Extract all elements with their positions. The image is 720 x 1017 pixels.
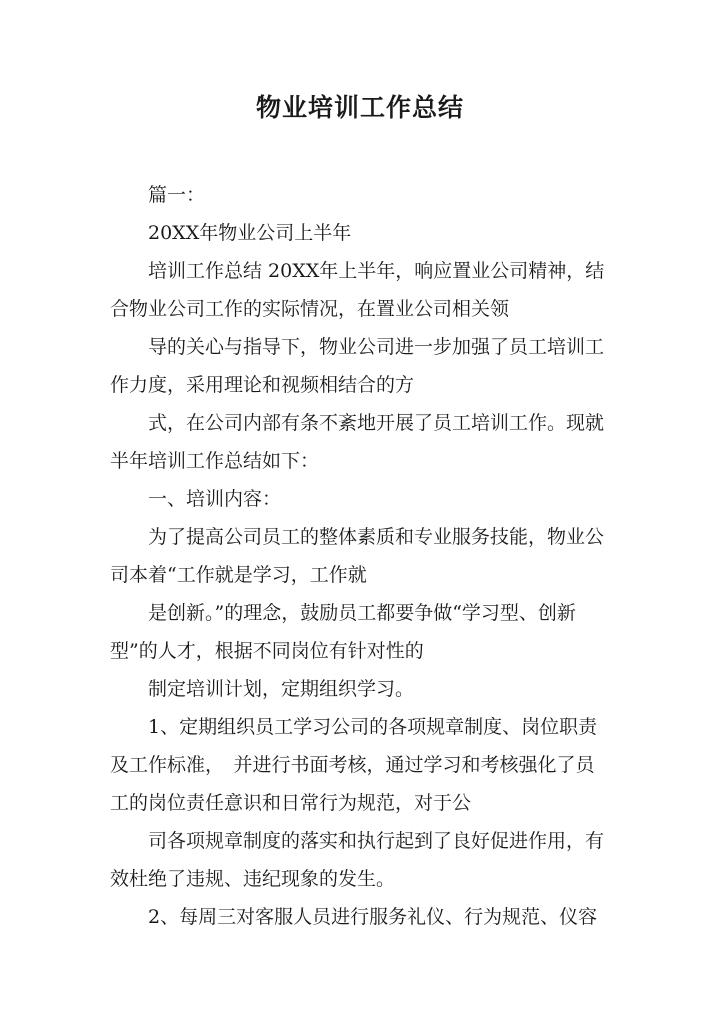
paragraph — [110, 328, 612, 404]
paragraph-line: 一、培训内容： — [148, 488, 282, 510]
paragraph — [110, 404, 612, 480]
paragraph — [110, 670, 612, 708]
document-body — [110, 176, 612, 936]
paragraph-line: 是创新。”的理念，鼓励员工都要争做“学习型、创新 — [148, 602, 576, 624]
paragraph-line: 作力度，采用理论和视频相结合的方 — [110, 374, 415, 396]
paragraph-line: 司各项规章制度的落实和执行起到了良好促进作用，有 — [148, 830, 605, 852]
paragraph — [110, 480, 612, 518]
paragraph — [110, 822, 612, 898]
paragraph-line: 2、每周三对客服人员进行服务礼仪、行为规范、仪容 — [148, 906, 598, 928]
paragraph — [110, 176, 612, 214]
paragraph — [110, 214, 612, 252]
paragraph-line: 效杜绝了违规、违纪现象的发生。 — [110, 868, 396, 890]
paragraph — [110, 898, 612, 936]
paragraph-line: 半年培训工作总结如下： — [110, 450, 320, 472]
paragraph — [110, 708, 612, 822]
paragraph — [110, 252, 612, 328]
paragraph-line: 导的关心与指导下，物业公司进一步加强了员工培训工 — [148, 336, 605, 358]
paragraph-line: 制定培训计划，定期组织学习。 — [148, 678, 415, 700]
paragraph — [110, 518, 612, 594]
paragraph-line: 篇一： — [148, 184, 206, 206]
paragraph-line: 及工作标准， 并进行书面考核，通过学习和考核强化了员 — [110, 754, 595, 776]
paragraph-line: 合物业公司工作的实际情况，在置业公司相关领 — [110, 298, 510, 320]
paragraph — [110, 594, 612, 670]
paragraph-line: 为了提高公司员工的整体素质和专业服务技能，物业公 — [148, 526, 605, 548]
paragraph-line: 工的岗位责任意识和日常行为规范，对于公 — [110, 792, 472, 814]
paragraph-line: 式，在公司内部有条不紊地开展了员工培训工作。现就 — [148, 412, 605, 434]
paragraph-line: 型”的人才，根据不同岗位有针对性的 — [110, 640, 424, 662]
paragraph-line: 20XX年物业公司上半年 — [148, 222, 352, 244]
document-title: 物业培训工作总结 — [255, 93, 464, 122]
paragraph-line: 培训工作总结 20XX年上半年，响应置业公司精神，结 — [148, 260, 605, 282]
paragraph-line: 司本着“工作就是学习，工作就 — [110, 564, 367, 586]
paragraph-line: 1、定期组织员工学习公司的各项规章制度、岗位职责 — [148, 716, 598, 738]
